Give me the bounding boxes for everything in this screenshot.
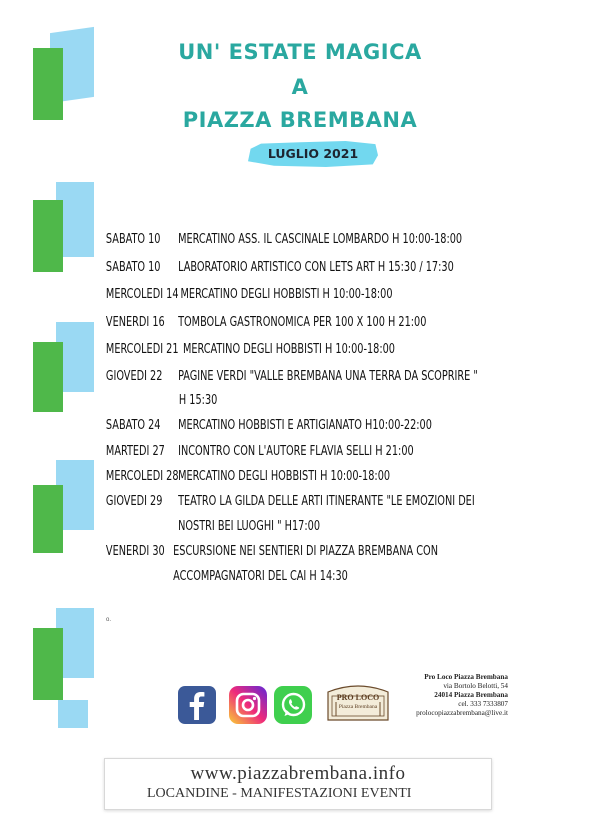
event-day: MERCOLEDI 28 (105, 469, 179, 484)
title-line-3: PIAZZA BREMBANA (182, 108, 418, 132)
event-text: TOMBOLA GASTRONOMICA PER 100 X 100 H 21:00 (178, 315, 427, 330)
facebook-glyph (178, 686, 216, 724)
event-text: PAGINE VERDI "VALLE BREMBANA UNA TERRA DA SCOPRIRE " (178, 369, 478, 384)
event-day: SABATO 10 (105, 232, 161, 247)
footer-box (104, 758, 492, 810)
facebook-icon[interactable] (178, 686, 216, 724)
deco-green (33, 342, 63, 412)
proloco-email[interactable]: prolocopiazzabrembana@live.it (416, 709, 508, 717)
proloco-address: via Bortolo Belotti, 54 (443, 682, 508, 690)
whatsapp-icon[interactable] (274, 686, 312, 724)
event-text: MERCATINO ASS. IL CASCINALE LOMBARDO H 10:00-18:00 (178, 232, 463, 247)
proloco-phone: cel. 333 7333807 (458, 700, 508, 708)
event-text: LABORATORIO ARTISTICO CON LETS ART H 15:30 / 17:30 (178, 260, 454, 275)
event-day: GIOVEDI 22 (105, 369, 163, 384)
event-text: MERCATINO HOBBISTI E ARTIGIANATO H10:00-22:00 (178, 418, 432, 433)
instagram-glyph (229, 686, 267, 724)
event-text: ESCURSIONE NEI SENTIERI DI PIAZZA BREMBANA CON (173, 544, 438, 559)
title-line-2: A (291, 75, 309, 99)
event-day: VENERDI 30 (105, 544, 165, 559)
event-day: SABATO 10 (105, 260, 161, 275)
event-text: MERCATINO DEGLI HOBBISTI H 10:00-18:00 (183, 342, 396, 357)
footer-tagline: LOCANDINE - MANIFESTAZIONI EVENTI (147, 786, 412, 801)
website-link[interactable]: www.piazzabrembana.info (190, 763, 406, 784)
event-day: GIOVEDI 29 (105, 494, 163, 509)
event-text: TEATRO LA GILDA DELLE ARTI ITINERANTE "LE EMOZIONI DEI (178, 494, 475, 509)
whatsapp-glyph (274, 686, 312, 724)
logo-text-top: PRO LOCO (336, 693, 380, 702)
event-day: MERCOLEDI 21 (105, 342, 179, 357)
deco-blue (58, 700, 88, 728)
event-text-continuation: NOSTRI BEI LUOGHI " H17:00 (178, 519, 321, 534)
proloco-name: Pro Loco Piazza Brembana (424, 673, 508, 681)
event-day: MERCOLEDI 14 (105, 287, 179, 302)
event-text: MERCATINO DEGLI HOBBISTI H 10:00-18:00 (180, 287, 393, 302)
logo-text-bottom: Piazza Brembana (338, 704, 378, 710)
proloco-contact (396, 673, 508, 718)
event-day: MARTEDI 27 (105, 444, 165, 459)
deco-green (33, 628, 63, 700)
event-text-continuation: H 15:30 (178, 393, 218, 408)
event-text: MERCATINO DEGLI HOBBISTI H 10:00-18:00 (178, 469, 391, 484)
deco-green (33, 485, 63, 553)
proloco-city: 24014 Piazza Brembana (434, 691, 508, 699)
proloco-logo (326, 682, 390, 722)
event-day: SABATO 24 (105, 418, 161, 433)
proloco-logo-graphic (326, 682, 390, 722)
event-text-continuation: ACCOMPAGNATORI DEL CAI H 14:30 (173, 569, 348, 584)
month-label: LUGLIO 2021 (267, 146, 359, 161)
small-mark: o. (106, 617, 112, 623)
deco-green (33, 200, 63, 272)
event-text: INCONTRO CON L'AUTORE FLAVIA SELLI H 21:00 (178, 444, 414, 459)
event-day: VENERDI 16 (105, 315, 165, 330)
instagram-icon[interactable] (229, 686, 267, 724)
title-line-1: UN' ESTATE MAGICA (178, 40, 422, 64)
